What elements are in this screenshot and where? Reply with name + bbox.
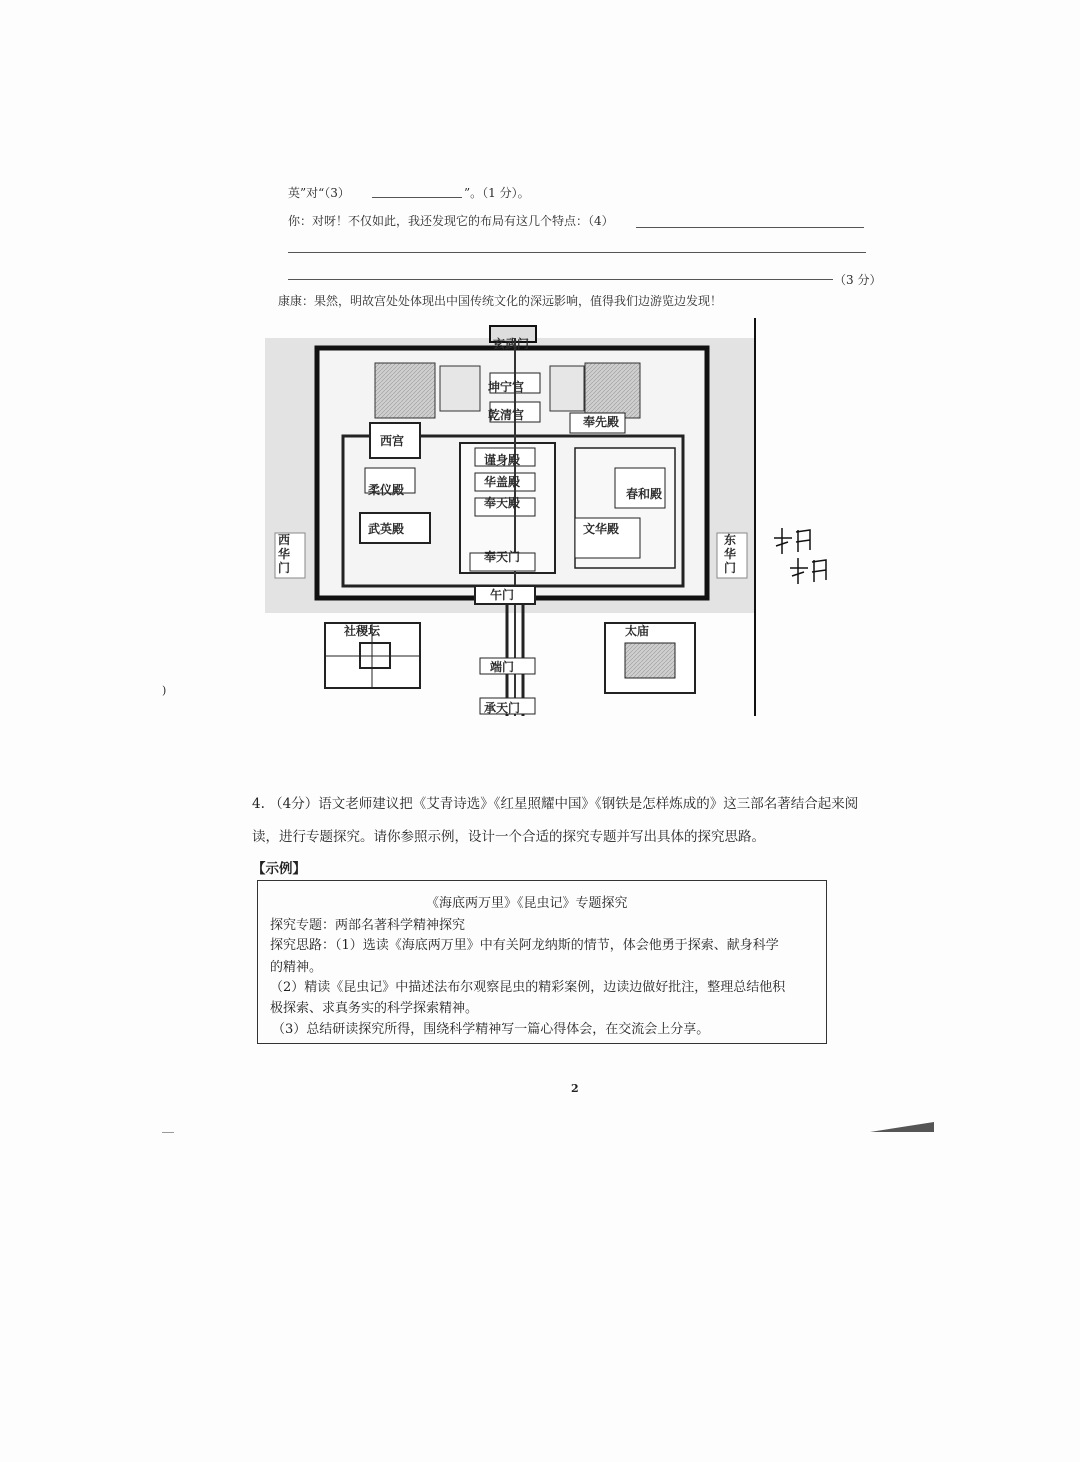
example-title: 《海底两万里》《昆虫记》专题探究 bbox=[426, 896, 628, 911]
map-label-duanmen: 端门 bbox=[490, 660, 515, 674]
map-label-xuanwu: 玄武门 bbox=[493, 337, 530, 351]
line2-text: 你：对呀！不仅如此，我还发现它的布局有这几个特点：（4） bbox=[288, 214, 614, 228]
map-label-fengxian: 奉先殿 bbox=[583, 415, 620, 429]
map-label-jinshen: 谨身殿 bbox=[484, 453, 521, 467]
q4-line2: 读，进行专题探究。请你参照示例，设计一个合适的探究专题并写出具体的探究思路。 bbox=[252, 829, 765, 845]
example-idea3: （3）总结研读探究所得，围绕科学精神写一篇心得体会，在交流会上分享。 bbox=[272, 1022, 710, 1037]
example-idea2a: （2）精读《昆虫记》中描述法布尔观察昆虫的精彩案例，边读边做好批注，整理总结他积 bbox=[270, 980, 786, 995]
example-idea1a: 探究思路：（1）选读《海底两万里》中有关阿龙纳斯的情节，体会他勇于探索、献身科学 bbox=[270, 938, 779, 953]
map-label-rouyi: 柔仪殿 bbox=[368, 483, 405, 497]
map-label-sheji: 社稷坛 bbox=[344, 624, 381, 638]
map-label-huagai: 华盖殿 bbox=[484, 475, 521, 489]
line1-suffix: ”。（1 分）。 bbox=[464, 186, 530, 200]
answer-blank-4a[interactable] bbox=[636, 227, 864, 228]
example-topic: 探究专题：两部名著科学精神探究 bbox=[270, 918, 466, 933]
q4-line1: 4. （4分）语文老师建议把《艾青诗选》《红星照耀中国》《钢铁是怎样炼成的》这三部名著结合起来阅 bbox=[252, 796, 859, 812]
map-label-chunhe: 春和殿 bbox=[626, 487, 663, 501]
handwriting-scribble bbox=[770, 520, 830, 590]
map-label-donghua: 东华门 bbox=[724, 533, 737, 575]
map-label-wenhua: 文华殿 bbox=[583, 522, 620, 536]
map-label-xigong: 西宫 bbox=[380, 434, 405, 448]
example-idea1b: 的精神。 bbox=[270, 960, 323, 975]
map-label-taimiao: 太庙 bbox=[625, 624, 650, 638]
map-label-xihua: 西华门 bbox=[278, 533, 291, 575]
map-label-fengtian-men: 奉天门 bbox=[484, 550, 521, 564]
example-box bbox=[257, 880, 827, 1044]
map-label-wuying: 武英殿 bbox=[368, 522, 405, 536]
example-idea2b: 极探索、求真务实的科学探索精神。 bbox=[270, 1001, 479, 1016]
line4-text: 康康：果然，明故宫处处体现出中国传统文化的深远影响，值得我们边游览边发现！ bbox=[278, 294, 723, 308]
map-label-fengtian-dian: 奉天殿 bbox=[484, 496, 521, 510]
score-3: （3 分） bbox=[834, 273, 882, 287]
line1-prefix: 英”对“（3） bbox=[288, 186, 350, 200]
bottom-left-mark bbox=[162, 1132, 174, 1133]
map-label-chengtian: 承天门 bbox=[484, 701, 521, 715]
bottom-right-streak bbox=[870, 1120, 934, 1134]
example-label: 【示例】 bbox=[252, 861, 306, 877]
map-label-wumen: 午门 bbox=[490, 588, 515, 602]
side-mark: ) bbox=[162, 684, 167, 697]
answer-blank-4b[interactable] bbox=[288, 252, 866, 253]
page-number: 2 bbox=[571, 1082, 579, 1095]
answer-blank-4c[interactable] bbox=[288, 279, 833, 280]
map-label-qianqing: 乾清宫 bbox=[488, 408, 525, 422]
map-label-kunning: 坤宁宫 bbox=[488, 380, 525, 394]
answer-blank-3[interactable] bbox=[372, 197, 462, 198]
